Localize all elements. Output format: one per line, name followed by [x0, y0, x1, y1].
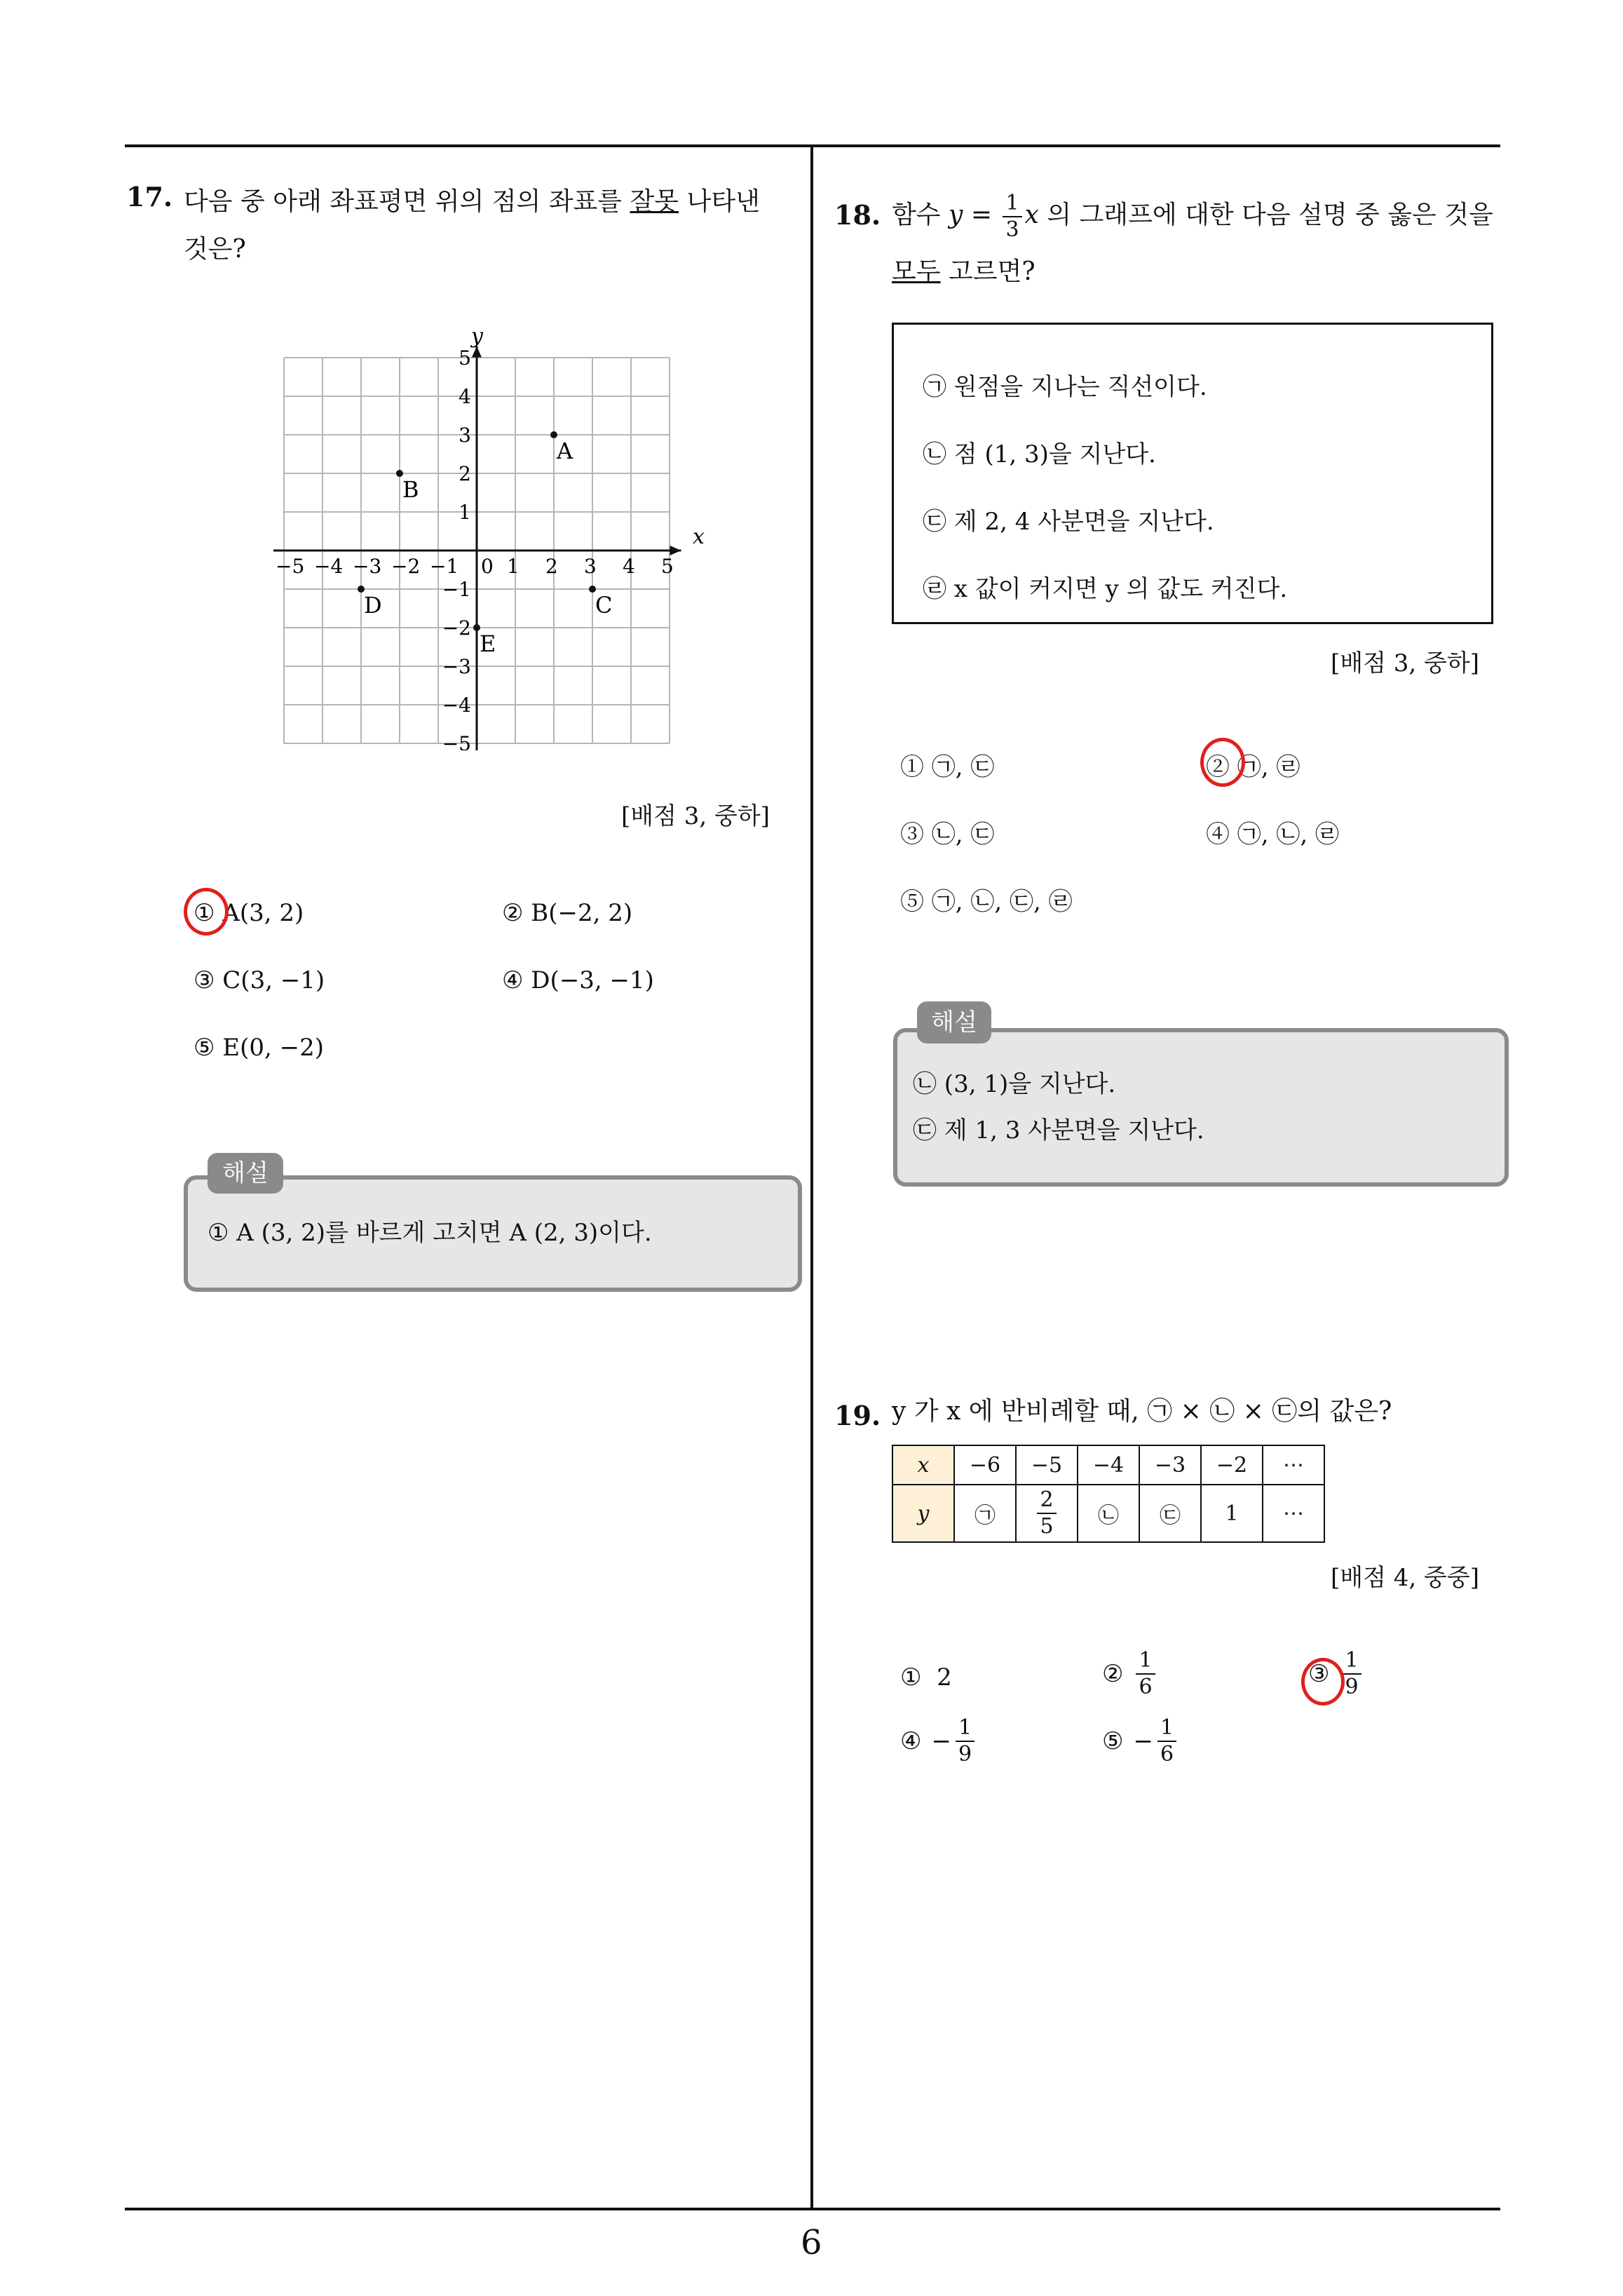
choice-2[interactable]: ② $\frac{1}{6}$	[1102, 1648, 1158, 1700]
x-tick-label: 3	[584, 555, 597, 578]
choice-2[interactable]: ② B(−2, 2)	[502, 899, 633, 927]
fraction: $\frac{1}{3}$	[1003, 191, 1021, 243]
y-tick-label: 3	[459, 424, 471, 447]
point-label-e: E	[480, 630, 496, 657]
x-axis-arrow	[670, 546, 681, 555]
column-divider	[810, 144, 813, 2210]
point-label-a: A	[557, 438, 573, 464]
choice-5[interactable]: ⑤ ㉠, ㉡, ㉢, ㉣	[900, 888, 1073, 916]
condition-4: ㉣ x 값이 커지면 y 의 값도 커진다.	[923, 575, 1288, 603]
y-cell: ㉠	[954, 1485, 1016, 1542]
point-label-b: B	[402, 476, 419, 503]
y-tick-label: −5	[442, 732, 471, 750]
y-tick-label: −1	[442, 578, 471, 601]
question-text-line2: 것은?	[184, 235, 246, 264]
choice-3[interactable]: ③ $\frac{1}{9}$	[1308, 1648, 1364, 1700]
x-cell: −2	[1201, 1445, 1263, 1485]
y-tick-label: 1	[459, 501, 471, 524]
answer-mark-circle	[184, 888, 229, 936]
explanation-box	[893, 1028, 1509, 1187]
y-tick-label: −4	[442, 694, 471, 717]
choice-5[interactable]: ⑤ E(0, −2)	[193, 1034, 325, 1062]
explanation-text: ① A (3, 2)를 바르게 고치면 A (2, 3)이다.	[208, 1219, 652, 1247]
choice-4[interactable]: ④ ㉠, ㉡, ㉣	[1206, 821, 1340, 849]
choice-3[interactable]: ③ ㉡, ㉢	[900, 821, 995, 849]
x-header: x	[892, 1445, 954, 1485]
answer-mark-circle	[1200, 738, 1245, 787]
question-text: y 가 x 에 반비례할 때, ㉠ × ㉡ × ㉢의 값은?	[892, 1397, 1392, 1426]
explanation-text-1: ㉡ (3, 1)을 지난다.	[913, 1070, 1116, 1098]
x-tick-label: 0	[481, 555, 494, 578]
y-tick-label: 5	[459, 346, 471, 370]
explanation-tag: 해설	[208, 1153, 283, 1194]
x-tick-label: −4	[314, 555, 344, 578]
choice-3[interactable]: ③ C(3, −1)	[193, 966, 325, 994]
question-number: 19.	[834, 1400, 881, 1431]
choice-1[interactable]: ① ㉠, ㉢	[900, 753, 995, 781]
y-axis-label: y	[471, 324, 483, 349]
x-tick-label: 1	[507, 555, 520, 578]
y-tick-label: 2	[459, 462, 471, 485]
score-label: [배점 3, 중하]	[621, 802, 770, 830]
x-tick-label: 5	[661, 555, 674, 578]
x-tick-label: −1	[430, 555, 459, 578]
explanation-text-2: ㉢ 제 1, 3 사분면을 지난다.	[913, 1116, 1204, 1144]
y-cell: ㉢	[1139, 1485, 1201, 1542]
choice-5[interactable]: ⑤ − $\frac{1}{6}$	[1102, 1715, 1179, 1767]
choice-4[interactable]: ④ − $\frac{1}{9}$	[900, 1715, 977, 1767]
point-label-d: D	[364, 592, 382, 619]
plotted-points	[358, 431, 612, 657]
y-tick-label: 4	[459, 385, 471, 408]
x-tick-label: −3	[353, 555, 382, 578]
explanation-tag: 해설	[917, 1001, 991, 1044]
y-cell: ⋯	[1263, 1485, 1324, 1542]
score-label: [배점 4, 중중]	[1331, 1564, 1479, 1592]
x-tick-label: 4	[623, 555, 635, 578]
y-tick-label: −3	[442, 655, 471, 678]
choice-2[interactable]: ② ㉠, ㉣	[1206, 753, 1301, 781]
x-tick-label: −2	[391, 555, 421, 578]
x-cell: ⋯	[1263, 1445, 1324, 1485]
answer-mark-circle	[1301, 1658, 1345, 1706]
bottom-rule	[125, 2208, 1500, 2210]
question-number: 18.	[834, 199, 881, 231]
x-cell: −5	[1016, 1445, 1078, 1485]
x-tick-label: −5	[276, 555, 305, 578]
coordinate-plane	[273, 302, 708, 750]
y-cell: 1	[1201, 1485, 1263, 1542]
x-cell: −4	[1078, 1445, 1139, 1485]
condition-3: ㉢ 제 2, 4 사분면을 지난다.	[923, 508, 1214, 536]
tick-labels	[276, 324, 705, 750]
value-table	[892, 1445, 1325, 1543]
question-text-line1: 다음 중 아래 좌표평면 위의 점의 좌표를 잘못 나타낸	[184, 187, 760, 216]
question-number: 17.	[126, 181, 173, 212]
score-label: [배점 3, 중하]	[1331, 649, 1479, 677]
choice-1[interactable]: ① A(3, 2)	[193, 899, 304, 927]
choice-4[interactable]: ④ D(−3, −1)	[502, 966, 654, 994]
x-cell: −3	[1139, 1445, 1201, 1485]
question-text-line1: 함수 y = $\frac{1}{3}$ x 의 그래프에 대한 다음 설명 중 옳은 것을	[892, 191, 1493, 242]
y-tick-label: −2	[442, 616, 471, 640]
condition-1: ㉠ 원점을 지나는 직선이다.	[923, 373, 1207, 401]
y-cell-fraction: $\frac{2}{5}$	[1016, 1485, 1078, 1542]
condition-2: ㉡ 점 (1, 3)을 지난다.	[923, 440, 1156, 468]
question-text-line2: 모두 고르면?	[892, 257, 1035, 286]
x-cell: −6	[954, 1445, 1016, 1485]
choice-1[interactable]: ① 2	[900, 1663, 952, 1691]
point-label-c: C	[595, 592, 613, 619]
axes	[273, 346, 681, 751]
page-number: 6	[801, 2223, 822, 2262]
y-header: y	[892, 1485, 954, 1542]
y-cell: ㉡	[1078, 1485, 1139, 1542]
x-axis-label: x	[693, 525, 705, 549]
x-tick-label: 2	[545, 555, 558, 578]
